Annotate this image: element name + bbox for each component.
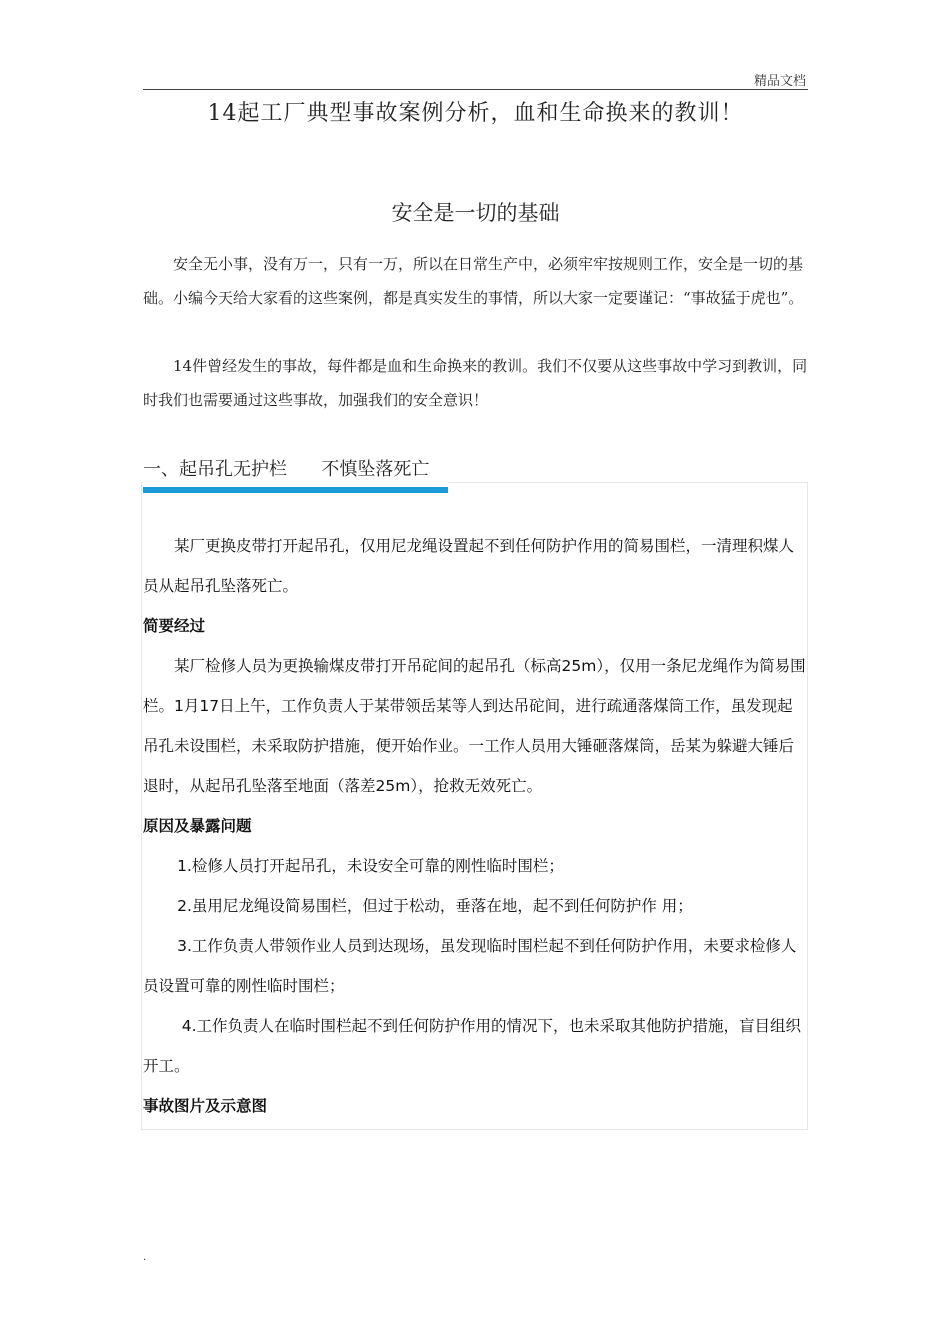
section-heading: 安全是一切的基础: [391, 201, 560, 225]
process-text: 某厂检修人员为更换输煤皮带打开吊砣间的起吊孔（标高25m），仅用一条尼龙绳作为简易围栏。1月17日上午，工作负责人于某带领岳某等人到达吊砣间，进行疏通落煤筒工作，虽发现起吊孔未设围栏，未采取防护措施，便开始作业。一工作人员用大锤砸落煤筒，岳某为躲避大锤后退时，从起吊孔坠落至地面（落差25m），抢救无效死亡。: [143, 657, 806, 795]
cause-item: 2.虽用尼龙绳设简易围栏，但过于松动，垂落在地，起不到任何防护作 用；: [177, 897, 693, 915]
causes-label: 原因及暴露问题: [143, 817, 252, 835]
intro-paragraph-1: 安全无小事，没有万一，只有一万，所以在日常生产中，必须牢牢按规则工作，安全是一切的基础。小编今天给大家看的这些案例，都是真实发生的事情，所以大家一定要谨记：“事故猛于虎也”。: [143, 255, 804, 307]
cause-item: 3.工作负责人带领作业人员到达现场，虽发现临时围栏起不到任何防护作用，未要求检修人员设置可靠的刚性临时围栏；: [143, 937, 797, 995]
chapter-summary: 某厂更换皮带打开起吊孔，仅用尼龙绳设置起不到任何防护作用的简易围栏，一清理积煤人员从起吊孔坠落死亡。: [143, 537, 795, 595]
intro-paragraph-2: 14件曾经发生的事故，每件都是血和生命换来的教训。我们不仅要从这些事故中学习到教训，同时我们也需要通过这些事故，加强我们的安全意识！: [143, 357, 808, 409]
footer-mark: .: [143, 1252, 147, 1263]
images-label: 事故图片及示意图: [143, 1097, 268, 1115]
process-label: 简要经过: [143, 617, 206, 635]
content-box-top-border: [448, 482, 808, 483]
header-label: 精品文档: [753, 74, 806, 89]
chapter-heading: 一、起吊孔无护栏 不慎坠落死亡: [143, 459, 430, 480]
chapter-content: [143, 526, 808, 1126]
document-title: 14起工厂典型事故案例分析，血和生命换来的教训！: [207, 101, 744, 126]
cause-item: 1.检修人员打开起吊孔，未设安全可靠的刚性临时围栏；: [177, 857, 564, 875]
cause-item: 4.工作负责人在临时围栏起不到任何防护作用的情况下，也未采取其他防护措施，盲目组织开工。: [143, 1017, 802, 1075]
header-rule: [143, 89, 808, 90]
